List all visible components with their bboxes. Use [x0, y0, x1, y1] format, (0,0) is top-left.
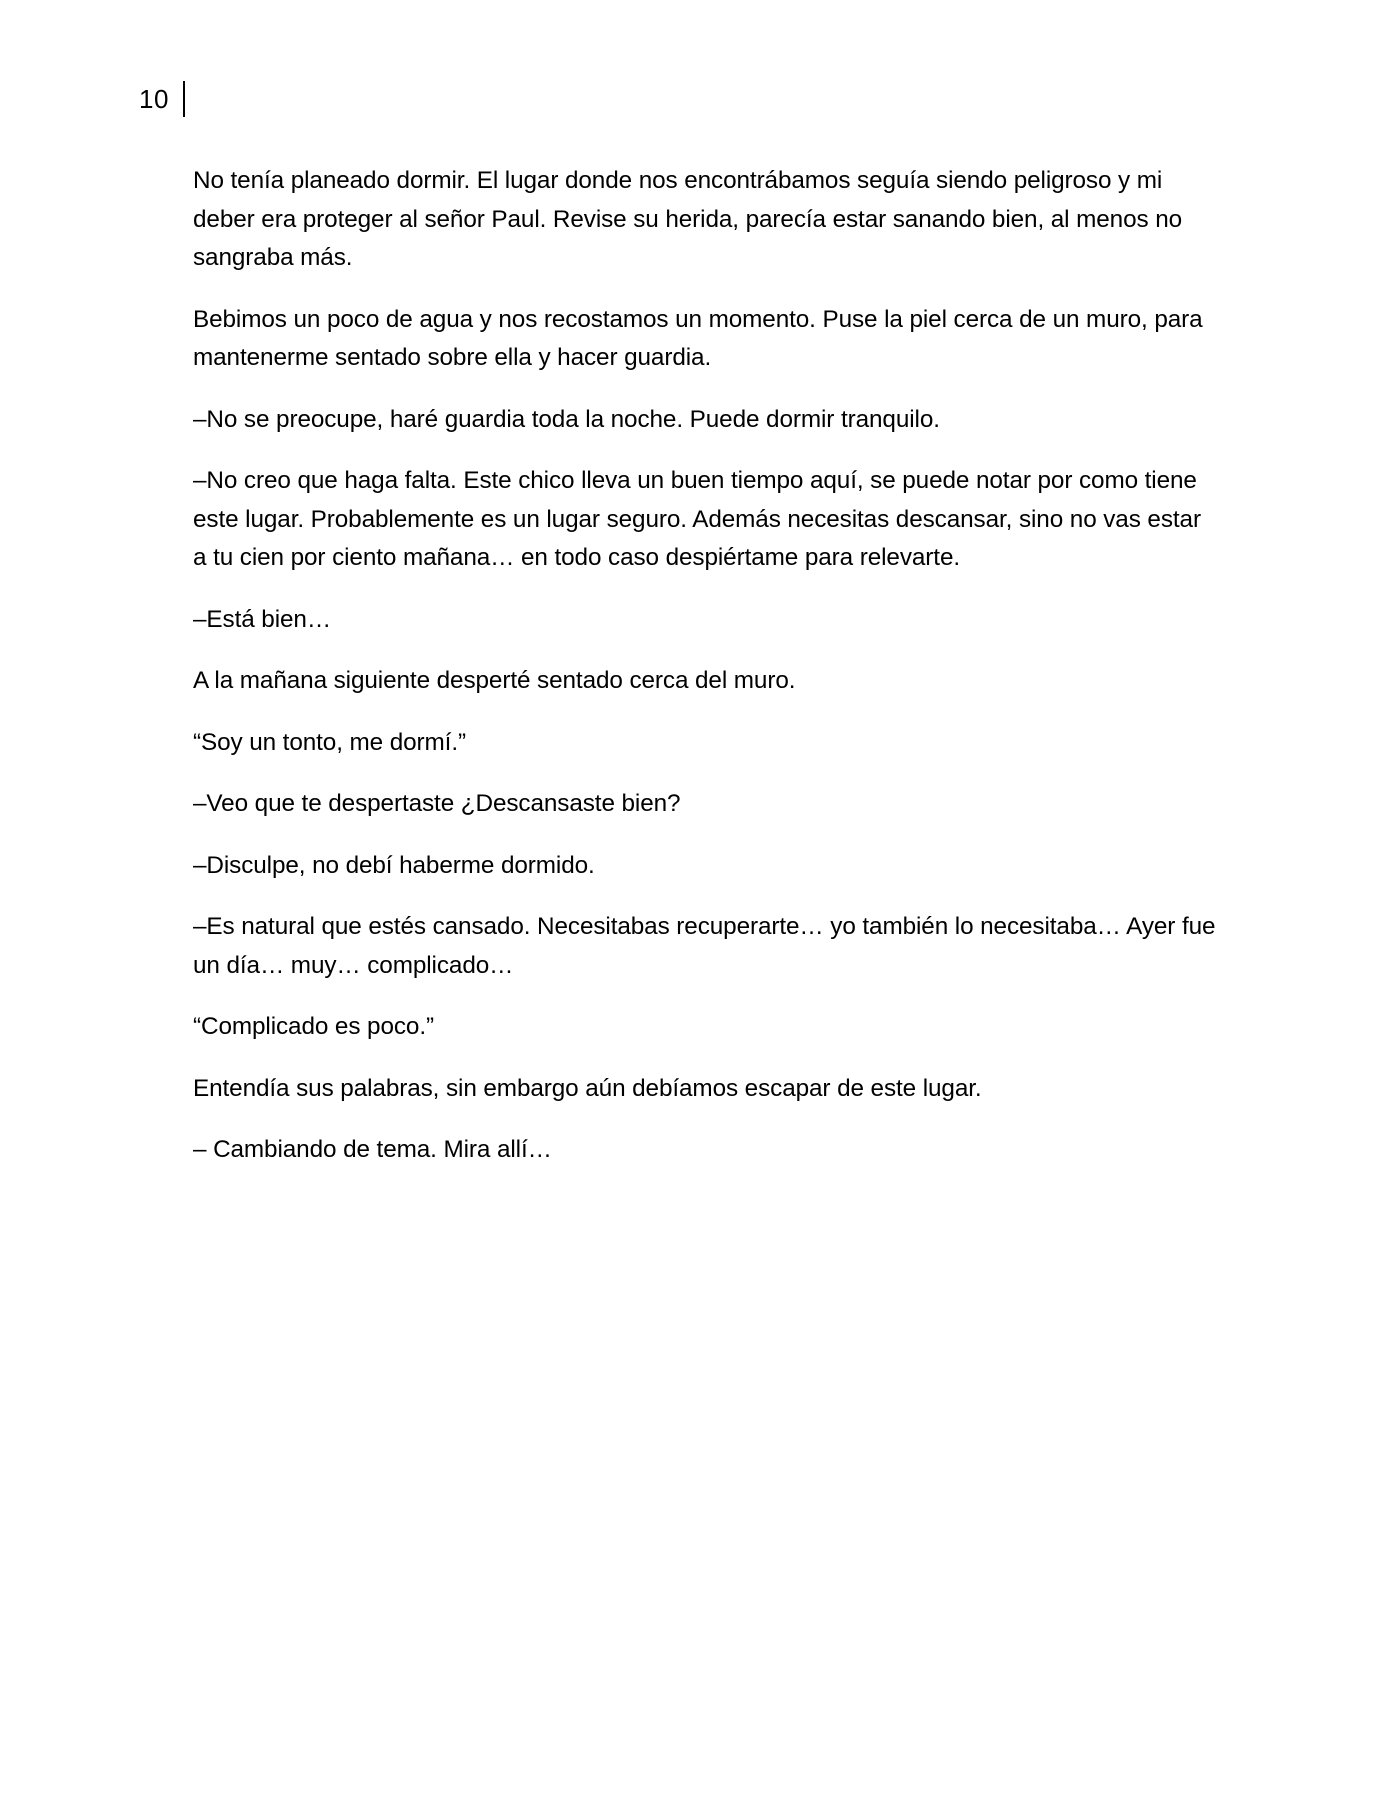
- paragraph: No tenía planeado dormir. El lugar donde nos encontrábamos seguía siendo peligroso y mi deber era proteger al señor Paul. Revise su herida, parecía estar sanando bien, al menos no sangraba más.: [193, 167, 1183, 271]
- page-number: 10: [139, 84, 169, 114]
- thought-line: “Complicado es poco.”: [193, 1013, 434, 1040]
- paragraph: Bebimos un poco de agua y nos recostamos un momento. Puse la piel cerca de un muro, para mantenerme sentado sobre ella y hacer guardia.: [193, 305, 1203, 371]
- dialogue-line: –Está bien…: [193, 605, 332, 633]
- page-header: [139, 80, 185, 118]
- header-divider: [183, 81, 185, 117]
- dialogue-line: – Cambiando de tema. Mira allí…: [193, 1136, 552, 1163]
- paragraph: Entendía sus palabras, sin embargo aún debíamos escapar de este lugar.: [193, 1074, 982, 1102]
- dialogue-line: –Disculpe, no debí haberme dormido.: [193, 851, 595, 879]
- dialogue-line: –Es natural que estés cansado. Necesitabas recuperarte… yo también lo necesitaba… Ayer fue un día… muy… complicado…: [193, 913, 1216, 979]
- thought-line: “Soy un tonto, me dormí.”: [193, 728, 466, 756]
- paragraph: A la mañana siguiente desperté sentado cerca del muro.: [193, 667, 796, 694]
- dialogue-line: –No creo que haga falta. Este chico lleva un buen tiempo aquí, se puede notar por como tiene este lugar. Probablemente es un lugar seguro. Además necesitas descansar, sino no vas estar a tu cien por ciento mañana… en todo caso despiértame para relevarte.: [193, 467, 1201, 571]
- dialogue-line: –Veo que te despertaste ¿Descansaste bien?: [193, 790, 681, 817]
- dialogue-line: –No se preocupe, haré guardia toda la noche. Puede dormir tranquilo.: [193, 405, 940, 433]
- body-text: [193, 162, 1218, 1193]
